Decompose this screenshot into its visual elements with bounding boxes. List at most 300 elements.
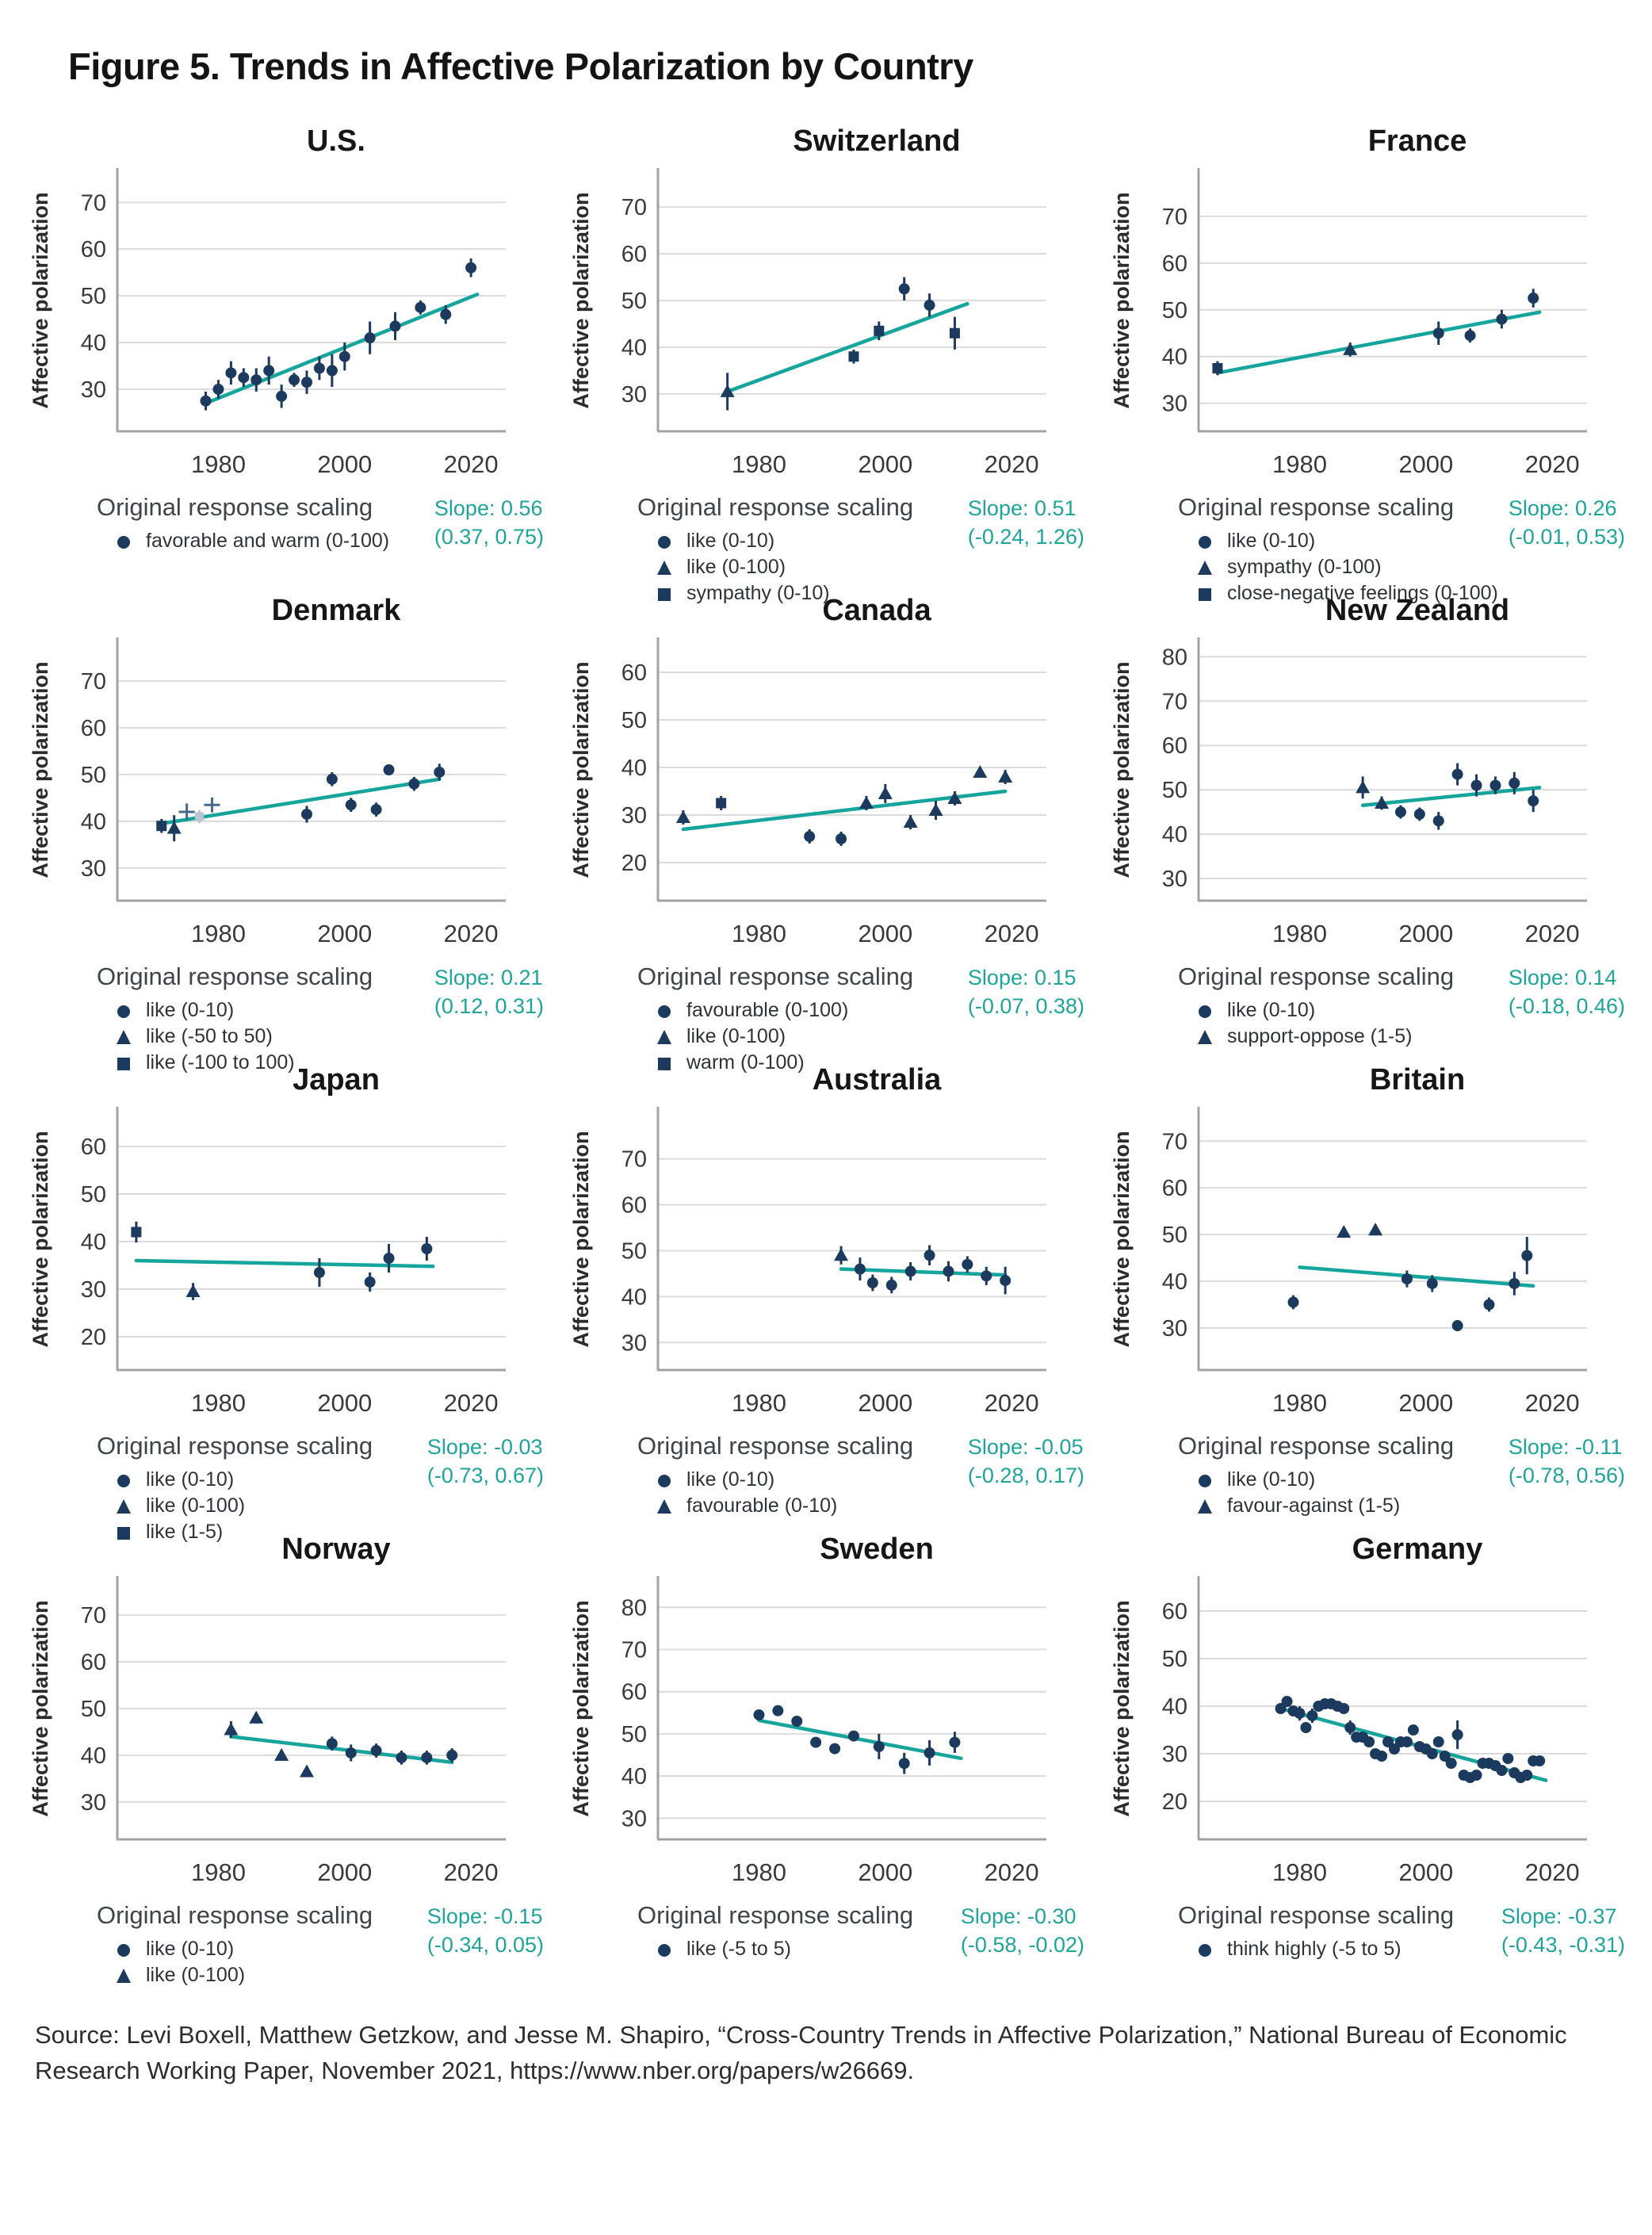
x-tick-label: 1980 — [1272, 1389, 1327, 1417]
x-tick-label: 2020 — [1524, 1858, 1580, 1886]
panel-japan — [27, 1054, 558, 1543]
y-tick-label: 70 — [621, 1146, 647, 1173]
data-point-marker — [1509, 1278, 1520, 1289]
data-point-marker — [886, 1280, 897, 1291]
scatter-plot — [568, 1567, 1099, 1893]
data-point-marker — [1496, 1765, 1507, 1776]
data-point-marker — [421, 1243, 432, 1254]
data-point-marker — [434, 767, 445, 778]
y-tick-label: 30 — [1161, 391, 1187, 417]
data-point-marker — [804, 831, 815, 842]
data-point-marker — [836, 833, 847, 844]
scatter-plot — [1108, 159, 1639, 485]
legend-item-label: like (0-10) — [1227, 999, 1316, 1021]
data-point-marker — [314, 362, 325, 373]
data-point-marker — [1452, 1729, 1463, 1740]
panel-title: New Zealand — [1325, 594, 1510, 627]
slope-confidence-interval: (-0.28, 0.17) — [967, 1463, 1084, 1487]
data-point-marker — [1402, 1736, 1413, 1747]
legend-title: Original response scaling — [637, 963, 914, 990]
data-point-marker — [1294, 1708, 1305, 1719]
data-point-marker — [1471, 1770, 1482, 1781]
panel-title: Australia — [812, 1063, 942, 1096]
slope-confidence-interval: (-0.73, 0.67) — [426, 1463, 544, 1487]
x-tick-label: 2000 — [858, 1389, 913, 1417]
data-point-marker — [1368, 1223, 1382, 1235]
legend-items — [114, 1938, 373, 1987]
y-tick-label: 80 — [621, 1595, 647, 1621]
panel-footer — [97, 493, 544, 556]
data-point-marker — [263, 365, 274, 376]
data-point-marker — [1356, 780, 1370, 793]
panel-france — [1108, 115, 1639, 604]
panel-footer — [637, 1901, 1084, 1964]
legend-item-label: like (-50 to 50) — [146, 1025, 273, 1047]
y-tick-label: 50 — [80, 762, 106, 788]
slope-value: Slope: -0.15 — [426, 1904, 543, 1928]
x-tick-label: 2020 — [443, 450, 499, 478]
x-tick-label: 2000 — [1398, 920, 1454, 947]
data-point-marker — [1446, 1758, 1457, 1769]
scatter-plot — [27, 1097, 558, 1424]
y-tick-label: 30 — [621, 1330, 647, 1357]
data-point-marker — [314, 1267, 325, 1278]
x-tick-label: 1980 — [1272, 1858, 1327, 1886]
legend-title: Original response scaling — [637, 1432, 914, 1460]
data-point-marker — [1465, 330, 1476, 341]
data-point-marker — [276, 391, 287, 402]
data-point-marker — [1489, 780, 1501, 791]
data-point-marker — [1408, 1724, 1419, 1736]
data-point-marker — [859, 796, 874, 809]
data-point-marker — [905, 1266, 916, 1277]
slope-confidence-interval: (-0.01, 0.53) — [1508, 524, 1625, 549]
slope-confidence-interval: (-0.43, -0.31) — [1501, 1932, 1625, 1957]
legend-title: Original response scaling — [637, 1901, 914, 1929]
y-tick-label: 60 — [1161, 733, 1187, 760]
x-tick-label: 2000 — [1398, 450, 1454, 478]
data-point-marker — [371, 1745, 382, 1756]
panel-title: Sweden — [820, 1533, 934, 1566]
x-tick-label: 1980 — [190, 1858, 246, 1886]
data-point-marker — [943, 1266, 954, 1277]
data-point-marker — [962, 1259, 973, 1270]
circle-legend-marker-icon — [1195, 1471, 1219, 1490]
y-tick-label: 30 — [621, 381, 647, 408]
x-tick-label: 1980 — [1272, 450, 1327, 478]
legend-item — [655, 1468, 913, 1491]
x-tick-label: 2000 — [858, 1858, 913, 1886]
y-tick-label: 70 — [80, 190, 106, 216]
x-tick-label: 2020 — [443, 1389, 499, 1417]
slope-value: Slope: -0.37 — [1501, 1904, 1617, 1928]
data-point-marker — [201, 396, 212, 407]
y-tick-label: 40 — [621, 1284, 647, 1311]
y-axis-label: Affective polarization — [569, 1600, 593, 1817]
triangle-legend-marker-icon — [114, 1497, 138, 1516]
slope-confidence-interval: (-0.34, 0.05) — [426, 1932, 544, 1957]
data-point-marker — [131, 1227, 141, 1238]
data-point-marker — [867, 1277, 878, 1288]
legend — [1178, 1432, 1454, 1521]
data-point-marker — [365, 332, 376, 343]
data-point-marker — [327, 365, 338, 376]
data-point-marker — [289, 374, 300, 385]
legend-item-label: favourable (0-100) — [686, 999, 849, 1021]
legend-item — [655, 1938, 913, 1961]
data-point-marker — [465, 262, 476, 274]
data-point-marker — [1433, 327, 1444, 339]
y-tick-label: 70 — [80, 669, 106, 695]
legend — [1178, 1901, 1454, 1964]
data-point-marker — [1402, 1273, 1413, 1284]
x-tick-label: 2020 — [984, 450, 1039, 478]
slope-value: Slope: 0.51 — [967, 496, 1076, 520]
data-point-marker — [716, 798, 726, 809]
legend — [637, 1901, 913, 1964]
slope-confidence-interval: (-0.18, 0.46) — [1508, 993, 1625, 1018]
y-tick-label: 20 — [1161, 1789, 1187, 1815]
y-tick-label: 50 — [621, 1721, 647, 1747]
y-tick-label: 70 — [1161, 689, 1187, 715]
data-point-marker — [301, 377, 312, 388]
panel-title: Canada — [822, 594, 931, 627]
x-tick-label: 2020 — [984, 1858, 1039, 1886]
panel-title: Norway — [281, 1533, 391, 1566]
panel-title: Britain — [1369, 1063, 1466, 1096]
panel-footer — [97, 1901, 544, 1990]
legend-title: Original response scaling — [97, 1432, 373, 1460]
y-tick-label: 60 — [621, 660, 647, 686]
y-tick-label: 60 — [621, 1192, 647, 1219]
slope-value: Slope: -0.30 — [960, 1904, 1076, 1928]
slope-value: Slope: 0.21 — [434, 966, 543, 989]
data-point-marker — [929, 803, 943, 816]
data-point-marker — [238, 372, 249, 383]
panel-footer — [1178, 963, 1625, 1051]
circle-legend-marker-icon — [655, 532, 679, 551]
legend-items — [1195, 1468, 1454, 1517]
panel-footer — [1178, 1432, 1625, 1521]
slope-annotation — [961, 1901, 1084, 1959]
data-point-marker — [924, 1747, 935, 1759]
legend-title: Original response scaling — [1178, 963, 1455, 990]
y-axis-label: Affective polarization — [1110, 1600, 1134, 1817]
panel-title: France — [1367, 124, 1467, 158]
slope-annotation — [1509, 963, 1625, 1020]
legend — [637, 1432, 913, 1521]
data-point-marker — [440, 309, 451, 320]
data-point-marker — [156, 821, 166, 831]
panel-footer — [637, 1432, 1084, 1521]
legend-item — [114, 1938, 373, 1961]
triangle-legend-marker-icon — [655, 1497, 679, 1516]
legend-item-label: like (-5 to 5) — [686, 1938, 791, 1960]
slope-annotation — [1501, 1901, 1625, 1959]
data-point-marker — [1344, 1722, 1356, 1733]
panel-new-zealand — [1108, 584, 1639, 1047]
y-tick-label: 50 — [80, 1182, 106, 1207]
y-tick-label: 50 — [80, 284, 106, 310]
y-tick-label: 60 — [80, 237, 106, 263]
y-tick-label: 20 — [80, 1325, 106, 1350]
scatter-plot — [27, 1567, 558, 1893]
legend-item — [655, 530, 913, 553]
panel-footer — [1178, 1901, 1625, 1964]
y-tick-label: 60 — [621, 1679, 647, 1705]
legend-item-label: like (0-10) — [686, 530, 775, 552]
slope-annotation — [427, 1432, 544, 1490]
data-point-marker — [421, 1752, 432, 1763]
x-tick-label: 2000 — [858, 450, 913, 478]
slope-value: Slope: 0.56 — [434, 496, 543, 520]
legend-item-label: like (-100 to 100) — [146, 1051, 295, 1073]
data-point-marker — [1376, 1751, 1387, 1762]
slope-confidence-interval: (-0.24, 1.26) — [967, 524, 1084, 549]
legend-item-label: think highly (-5 to 5) — [1227, 1938, 1402, 1960]
trend-line — [231, 1736, 452, 1762]
slope-annotation — [968, 1432, 1084, 1490]
data-point-marker — [327, 1738, 338, 1749]
y-axis-label: Affective polarization — [1110, 192, 1134, 409]
x-tick-label: 1980 — [731, 450, 786, 478]
panel-sweden — [568, 1523, 1099, 1986]
y-tick-label: 80 — [1161, 645, 1187, 671]
y-tick-label: 70 — [621, 195, 647, 221]
x-tick-label: 1980 — [190, 920, 246, 947]
legend-item — [114, 1025, 373, 1048]
legend-item — [114, 1494, 373, 1517]
y-tick-label: 50 — [621, 1238, 647, 1265]
y-tick-label: 40 — [80, 1230, 106, 1255]
slope-value: Slope: 0.14 — [1508, 966, 1617, 989]
legend-item-label: favorable and warm (0-100) — [146, 530, 390, 552]
data-point-marker — [1528, 795, 1539, 806]
panel-britain — [1108, 1054, 1639, 1517]
circle-legend-marker-icon — [1195, 1001, 1219, 1020]
legend-item-label: like (0-10) — [146, 1468, 235, 1491]
legend — [97, 493, 389, 556]
scatter-plot — [1108, 1567, 1639, 1893]
triangle-legend-marker-icon — [114, 1028, 138, 1047]
y-tick-label: 60 — [1161, 1599, 1187, 1625]
legend-items — [1195, 1938, 1454, 1961]
y-axis-label: Affective polarization — [29, 1600, 52, 1817]
data-point-marker — [1509, 778, 1520, 789]
legend-item — [1195, 1468, 1454, 1491]
trend-line — [841, 1269, 1005, 1276]
data-point-marker — [1528, 293, 1539, 304]
trend-line — [1218, 312, 1539, 373]
scatter-plot — [27, 159, 558, 485]
legend-item — [1195, 1025, 1454, 1048]
scatter-plot — [568, 1097, 1099, 1424]
legend-item-label: sympathy (0-100) — [1227, 556, 1382, 578]
slope-annotation — [968, 963, 1084, 1020]
slope-value: Slope: -0.05 — [967, 1435, 1084, 1459]
data-point-marker — [949, 1737, 960, 1748]
legend-item — [655, 1494, 913, 1517]
x-tick-label: 1980 — [1272, 920, 1327, 947]
data-point-marker — [327, 774, 338, 785]
circle-legend-marker-icon — [114, 1940, 138, 1959]
x-tick-label: 2000 — [858, 920, 913, 947]
data-point-marker — [301, 809, 312, 820]
triangle-legend-marker-icon — [655, 1028, 679, 1047]
panel-canada — [568, 584, 1099, 1073]
panel-title: Japan — [293, 1063, 380, 1096]
data-point-marker — [924, 300, 935, 311]
data-point-marker — [855, 1264, 866, 1275]
legend-item-label: support-oppose (1-5) — [1227, 1025, 1413, 1047]
legend-item-label: like (1-5) — [146, 1521, 224, 1543]
legend-items — [655, 1938, 913, 1961]
triangle-legend-marker-icon — [1195, 558, 1219, 577]
legend-item-label: like (0-10) — [686, 1468, 775, 1491]
slope-confidence-interval: (0.12, 0.31) — [434, 993, 544, 1018]
data-point-marker — [408, 779, 419, 790]
legend-item-label: favour-against (1-5) — [1227, 1494, 1401, 1517]
y-tick-label: 60 — [80, 1650, 106, 1676]
legend-item — [1195, 999, 1454, 1022]
data-point-marker — [924, 1250, 935, 1261]
data-point-marker — [1212, 363, 1222, 373]
legend-item — [1195, 1494, 1454, 1517]
data-point-marker — [1521, 1770, 1532, 1781]
slope-value: Slope: 0.26 — [1508, 496, 1617, 520]
circle-legend-marker-icon — [655, 1940, 679, 1959]
y-tick-label: 70 — [621, 1637, 647, 1663]
data-point-marker — [1427, 1278, 1438, 1289]
scatter-plot — [1108, 628, 1639, 955]
circle-legend-marker-icon — [114, 1001, 138, 1020]
y-tick-label: 50 — [1161, 297, 1187, 323]
legend-item-label: like (0-100) — [686, 556, 786, 578]
legend-item-label: like (0-100) — [686, 1025, 786, 1047]
x-tick-label: 2000 — [1398, 1389, 1454, 1417]
data-point-marker — [346, 799, 357, 810]
legend-title: Original response scaling — [1178, 493, 1455, 521]
y-tick-label: 40 — [621, 756, 647, 781]
data-point-marker — [249, 1711, 263, 1724]
circle-legend-marker-icon — [655, 1001, 679, 1020]
panel-u-s — [27, 115, 558, 578]
slope-annotation — [434, 493, 544, 551]
circle-legend-marker-icon — [655, 1471, 679, 1490]
data-point-marker — [753, 1709, 764, 1720]
x-tick-label: 2000 — [317, 450, 373, 478]
x-tick-label: 2020 — [1524, 450, 1580, 478]
legend-item — [114, 1964, 373, 1987]
legend-title: Original response scaling — [97, 493, 373, 521]
x-tick-label: 1980 — [190, 450, 246, 478]
slope-annotation — [1509, 493, 1625, 551]
data-point-marker — [899, 283, 910, 294]
x-tick-label: 2020 — [1524, 920, 1580, 947]
y-axis-label: Affective polarization — [29, 192, 52, 409]
data-point-marker — [1534, 1755, 1545, 1766]
slope-confidence-interval: (-0.78, 0.56) — [1508, 1463, 1625, 1487]
y-axis-label: Affective polarization — [569, 661, 593, 878]
y-axis-label: Affective polarization — [1110, 1131, 1134, 1348]
trend-line — [206, 294, 478, 403]
x-tick-label: 2020 — [984, 920, 1039, 947]
triangle-legend-marker-icon — [114, 1966, 138, 1985]
legend-item — [114, 530, 389, 553]
data-point-marker — [1282, 1696, 1293, 1707]
slope-value: Slope: -0.03 — [426, 1435, 543, 1459]
data-point-marker — [225, 367, 236, 378]
data-point-marker — [950, 328, 960, 339]
data-point-marker — [848, 351, 859, 362]
data-point-marker — [1427, 1748, 1438, 1759]
source-citation: Source: Levi Boxell, Matthew Getzkow, and Jesse M. Shapiro, “Cross-Country Trends in Affective Polarization,” National Bureau of Economic Research Working Paper, November 2021, https://www.nber.org/papers/w26669. — [35, 2021, 1567, 2084]
y-tick-label: 40 — [1161, 1694, 1187, 1720]
slope-annotation — [968, 493, 1084, 551]
legend-items — [114, 530, 389, 553]
panel-norway — [27, 1523, 558, 1986]
y-tick-label: 40 — [1161, 1269, 1187, 1295]
x-tick-label: 1980 — [731, 1389, 786, 1417]
y-axis-label: Affective polarization — [569, 1131, 593, 1348]
panel-title: Switzerland — [793, 124, 961, 158]
y-tick-label: 40 — [80, 809, 106, 835]
legend-item — [114, 1468, 373, 1491]
data-point-marker — [810, 1737, 821, 1748]
y-tick-label: 50 — [1161, 1223, 1187, 1249]
legend — [97, 1901, 373, 1990]
figure-title: Figure 5. Trends in Affective Polarization by Country — [68, 45, 973, 87]
y-tick-label: 40 — [80, 331, 106, 357]
data-point-marker — [1306, 1710, 1317, 1721]
data-point-marker — [904, 815, 918, 828]
data-point-marker — [1288, 1297, 1299, 1308]
legend-item-label: like (0-10) — [146, 1938, 235, 1960]
y-axis-label: Affective polarization — [29, 1131, 52, 1348]
data-point-marker — [384, 764, 395, 775]
slope-value: Slope: 0.15 — [967, 966, 1076, 989]
circle-legend-marker-icon — [1195, 1940, 1219, 1959]
data-point-marker — [415, 302, 426, 313]
legend-item-label: warm (0-100) — [686, 1051, 805, 1073]
panel-title: Denmark — [271, 594, 401, 627]
data-point-marker — [1471, 780, 1482, 791]
y-tick-label: 40 — [1161, 344, 1187, 370]
y-tick-label: 40 — [80, 1743, 106, 1769]
data-point-marker — [300, 1765, 314, 1778]
data-point-marker — [1452, 769, 1463, 780]
y-axis-label: Affective polarization — [569, 192, 593, 409]
data-point-marker — [874, 1741, 885, 1752]
slope-confidence-interval: (-0.58, -0.02) — [960, 1932, 1084, 1957]
data-point-marker — [224, 1723, 238, 1736]
data-point-marker — [250, 374, 262, 385]
slope-confidence-interval: (-0.07, 0.38) — [967, 993, 1084, 1018]
data-point-marker — [676, 810, 690, 823]
y-tick-label: 30 — [80, 1789, 106, 1816]
x-tick-label: 1980 — [731, 920, 786, 947]
y-tick-label: 30 — [1161, 867, 1187, 893]
y-tick-label: 60 — [1161, 251, 1187, 277]
y-tick-label: 30 — [621, 803, 647, 829]
data-point-marker — [1000, 1275, 1011, 1286]
legend-item-label: like (0-10) — [1227, 530, 1316, 552]
data-point-marker — [1483, 1299, 1494, 1311]
legend-item-label: close-negative feelings (0-100) — [1227, 582, 1498, 604]
y-tick-label: 50 — [1161, 1647, 1187, 1672]
data-point-marker — [1414, 809, 1425, 820]
y-tick-label: 30 — [80, 1277, 106, 1303]
